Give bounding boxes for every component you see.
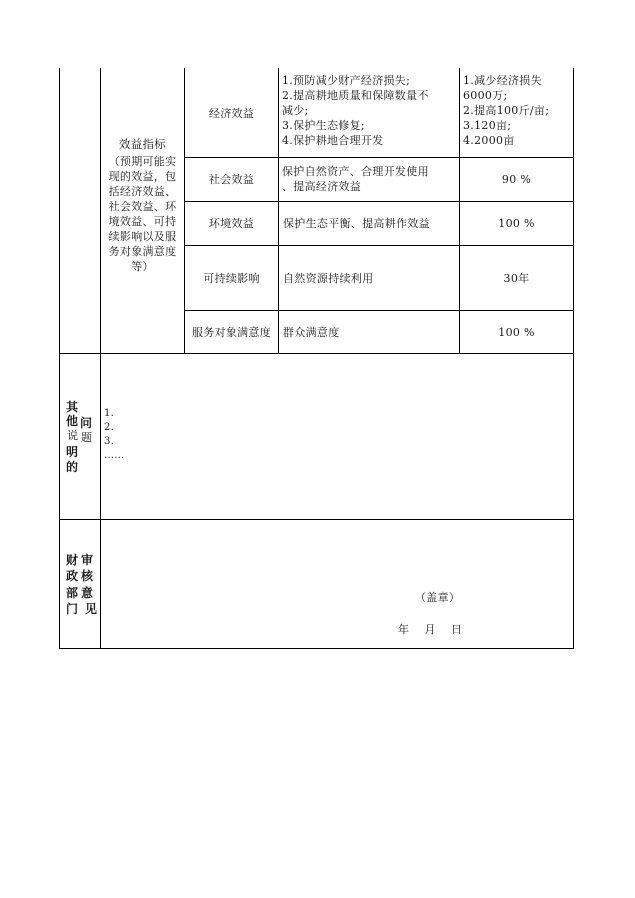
seal-placeholder: （盖章） bbox=[415, 591, 461, 604]
table-border-left bbox=[59, 68, 60, 649]
target-line: 3.120亩; bbox=[463, 119, 512, 132]
list-item: 3. bbox=[104, 436, 115, 447]
content-economic bbox=[282, 73, 459, 148]
target-line: 2.提高100斤/亩; bbox=[463, 104, 550, 117]
target-sustainability bbox=[460, 246, 573, 310]
benefit-indicator-note-line: 务对象满意度 bbox=[108, 245, 177, 258]
category-label: 可持续影响 bbox=[203, 271, 260, 285]
list-item: …… bbox=[104, 450, 125, 461]
label-char: 明 bbox=[66, 445, 79, 459]
category-satisfaction bbox=[185, 311, 278, 353]
target-value: 100 % bbox=[498, 217, 535, 230]
label-char: 意 bbox=[81, 586, 94, 600]
table-border-bottom bbox=[59, 648, 574, 649]
label-char: 的 bbox=[66, 460, 79, 474]
content-line: 1.预防减少财产经济损失; bbox=[282, 74, 411, 87]
benefit-indicator-note-line: 境效益、可持 bbox=[108, 215, 177, 228]
category-label: 环境效益 bbox=[208, 217, 255, 230]
category-sustainability bbox=[185, 246, 278, 310]
target-value: 90 % bbox=[501, 173, 532, 186]
target-economic bbox=[463, 73, 573, 148]
content-line: 减少; bbox=[282, 104, 309, 117]
content-sustainability bbox=[278, 246, 459, 310]
content-line: 自然资源持续利用 bbox=[283, 271, 374, 285]
category-label: 服务对象满意度 bbox=[191, 325, 272, 339]
table-section-line bbox=[59, 353, 574, 354]
label-char: 说 bbox=[67, 429, 78, 442]
table-section-line bbox=[59, 519, 574, 520]
label-char: 题 bbox=[81, 431, 92, 444]
label-char: 他 bbox=[66, 414, 79, 428]
label-char: 其 bbox=[66, 400, 79, 414]
label-char: 核 bbox=[81, 569, 94, 583]
category-economic bbox=[185, 69, 278, 157]
target-environment bbox=[460, 202, 573, 245]
content-satisfaction bbox=[278, 311, 459, 353]
benefit-indicator-note-line: 续影响以及服 bbox=[108, 230, 177, 243]
category-label: 经济效益 bbox=[208, 106, 255, 120]
content-line: 4.保护耕地合理开发 bbox=[282, 134, 384, 147]
date-placeholder: 年 月 日 bbox=[398, 623, 463, 636]
benefit-indicator-note-line: （预期可能实 bbox=[108, 155, 177, 168]
other-issues-list bbox=[104, 407, 304, 463]
target-value: 30年 bbox=[503, 271, 530, 285]
category-social bbox=[185, 158, 278, 201]
content-line: 保护自然资产、合理开发使用 bbox=[282, 165, 429, 178]
label-char: 部 bbox=[66, 586, 79, 600]
label-char: 问 bbox=[80, 416, 93, 430]
content-environment bbox=[278, 202, 459, 245]
label-char: 审 bbox=[81, 553, 94, 567]
content-line: 2.提高耕地质量和保障数量不 bbox=[282, 89, 429, 102]
benefit-indicator-cell bbox=[101, 137, 184, 274]
target-line: 6000万; bbox=[463, 89, 508, 102]
target-satisfaction bbox=[460, 311, 573, 353]
target-line: 4.2000亩 bbox=[463, 134, 515, 147]
content-line: 保护生态平衡、提高耕作效益 bbox=[283, 217, 430, 230]
label-char: 见 bbox=[85, 602, 98, 616]
table-border-right bbox=[573, 68, 574, 649]
target-social bbox=[460, 158, 573, 201]
label-char: 门 bbox=[66, 602, 79, 616]
label-char: 政 bbox=[66, 569, 79, 583]
target-line: 1.减少经济损失 bbox=[463, 74, 542, 87]
list-item: 2. bbox=[104, 422, 115, 433]
benefit-indicator-note-line: 现的效益，包 bbox=[108, 170, 177, 183]
benefit-indicator-title: 效益指标 bbox=[118, 137, 167, 151]
content-line: 、提高经济效益 bbox=[282, 180, 362, 193]
category-label: 社会效益 bbox=[208, 173, 255, 186]
content-line: 3.保护生态修复; bbox=[282, 119, 365, 132]
target-value: 100 % bbox=[498, 325, 535, 339]
content-line: 群众满意度 bbox=[283, 325, 340, 339]
list-item: 1. bbox=[104, 408, 115, 419]
content-social bbox=[282, 164, 459, 194]
category-environment bbox=[185, 202, 278, 245]
label-char: 财 bbox=[66, 553, 79, 567]
benefit-indicator-note-line: 括经济效益、 bbox=[108, 185, 177, 198]
benefit-indicator-note-line: 社会效益、环 bbox=[108, 200, 177, 213]
benefit-indicator-note-line: 等） bbox=[131, 260, 154, 273]
